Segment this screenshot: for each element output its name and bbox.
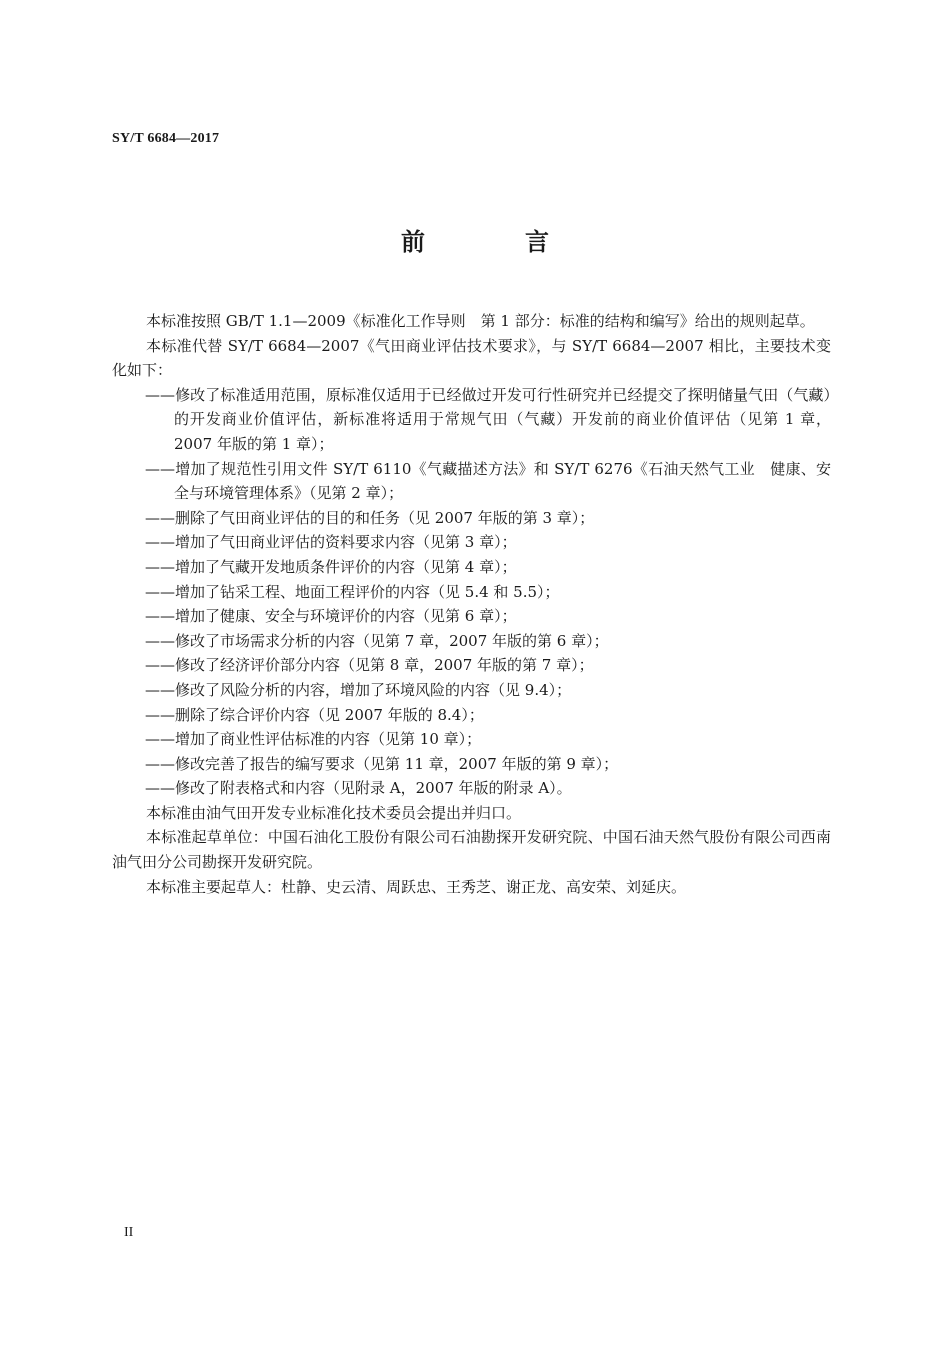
change-item: ——增加了商业性评估标准的内容（见第 10 章）； [145,730,482,749]
paragraph-committee: 本标准由油气田开发专业标准化技术委员会提出并归口。 [146,803,522,822]
change-item: ——修改了市场需求分析的内容（见第 7 章，2007 年版的第 6 章）； [145,631,609,650]
paragraph-replacement: 本标准代替 SY/T 6684—2007《气田商业评估技术要求》，与 SY/T 6684—2007 相比，主要技术变化如下： [112,336,831,380]
change-item: ——增加了气田商业评估的资料要求内容（见第 3 章）； [145,533,517,552]
change-item: ——修改了附表格式和内容（见附录 A，2007 年版的附录 A）。 [145,779,572,798]
change-item: ——修改了经济评价部分内容（见第 8 章，2007 年版的第 7 章）； [145,656,594,675]
page-number: II [124,1225,134,1240]
change-item: ——修改了风险分析的内容，增加了环境风险的内容（见 9.4）； [145,680,572,699]
change-item: ——修改完善了报告的编写要求（见第 11 章，2007 年版的第 9 章）； [145,754,619,773]
change-item: ——增加了气藏开发地质条件评价的内容（见第 4 章）； [145,557,517,576]
change-item: ——删除了综合评价内容（见 2007 年版的 8.4）； [145,705,484,724]
change-item: ——删除了气田商业评估的目的和任务（见 2007 年版的第 3 章）； [145,508,595,527]
document-body [112,309,831,899]
paragraph-drafters: 本标准主要起草人：杜静、史云清、周跃忠、王秀芝、谢正龙、高安荣、刘延庆。 [146,877,687,896]
paragraph-drafting-units: 本标准起草单位：中国石油化工股份有限公司石油勘探开发研究院、中国石油天然气股份有限公司西南油气田分公司勘探开发研究院。 [112,828,831,872]
change-item: ——增加了规范性引用文件 SY/T 6110《气藏描述方法》和 SY/T 6276《石油天然气工业 健康、安全与环境管理体系》（见第 2 章）； [145,459,831,503]
change-item: ——修改了标准适用范围，原标准仅适用于已经做过开发可行性研究并已经提交了探明储量气田（气藏）的开发商业价值评估，新标准将适用于常规气田（气藏）开发前的商业价值评估（见第 1 章，2007 年版的第 1 章）； [145,385,831,453]
paragraph-drafting-rules: 本标准按照 GB/T 1.1—2009《标准化工作导则 第 1 部分：标准的结构和编写》给出的规则起草。 [146,312,815,330]
page-title: 前 言 [401,228,587,256]
standard-code: SY/T 6684—2017 [112,131,220,146]
change-item: ——增加了健康、安全与环境评价的内容（见第 6 章）； [145,607,517,626]
change-item: ——增加了钻采工程、地面工程评价的内容（见 5.4 和 5.5）； [145,582,560,601]
